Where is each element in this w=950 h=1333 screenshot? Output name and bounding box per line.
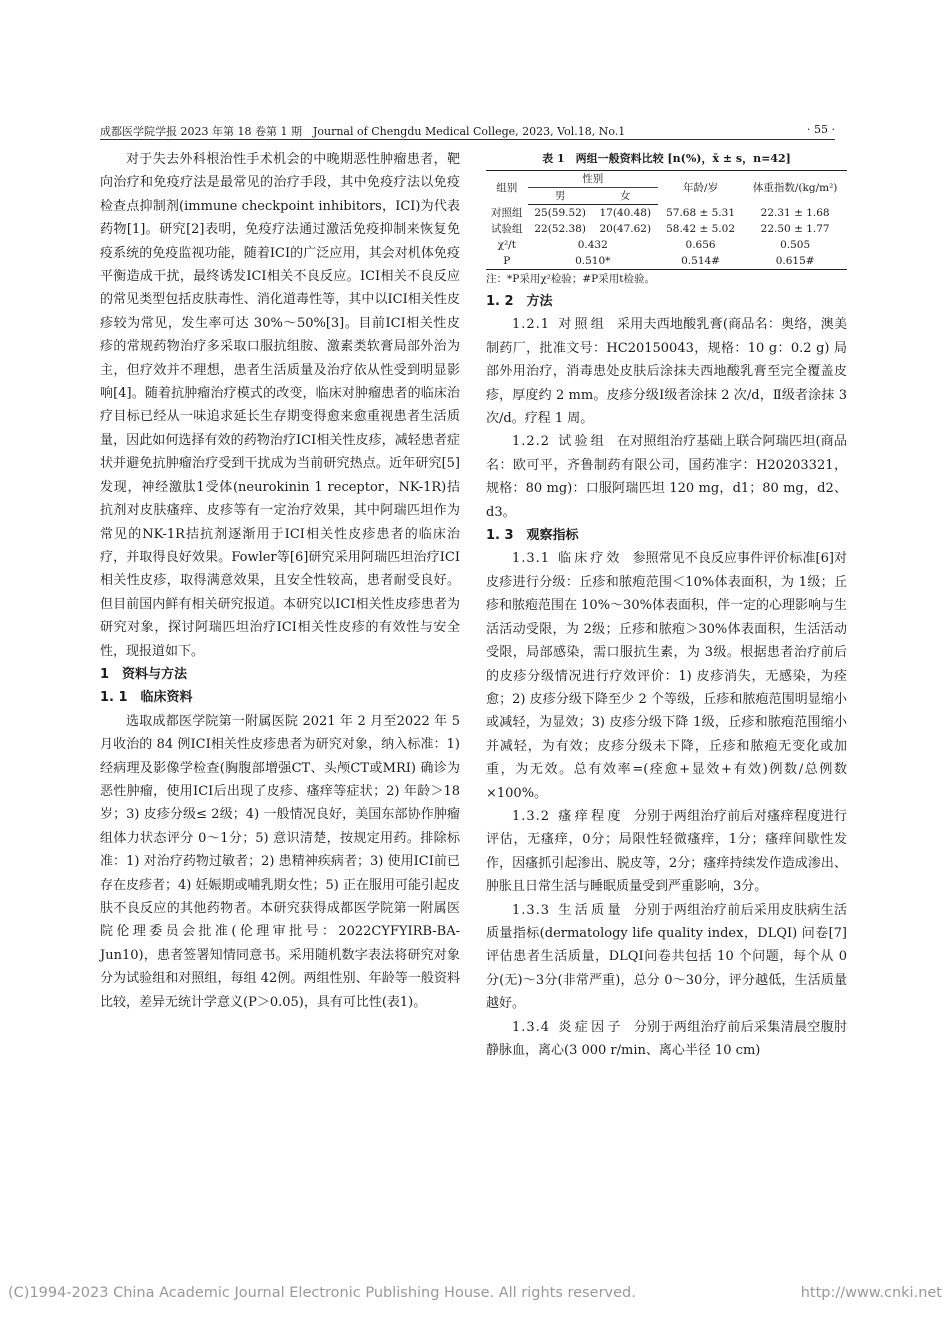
cell: 0.510*	[528, 253, 658, 270]
subsection-text: 在对照组治疗基础上联合阿瑞匹坦(商品名：欧可平，齐鲁制药有限公司，国药准字：H20203321，规格：80 mg)：口服阿瑞匹坦 120 mg，d1；80 mg，d2、d3。	[486, 434, 847, 520]
efficacy-paragraph	[486, 547, 847, 804]
right-column	[486, 148, 847, 1062]
cell: 22.50 ± 1.77	[760, 223, 830, 235]
subsection-title: 试验组	[558, 434, 607, 450]
th-sex: 性别	[528, 171, 658, 188]
copyright-footer	[8, 1285, 942, 1301]
subsection-text: 分别于两组治疗前后对瘙痒程度进行评估，无瘙痒，0分；局限性轻微瘙痒，1分；瘙痒间歇性发作，因瘙抓引起渗出、脱皮等，2分；瘙痒持续发作造成渗出、肿胀且日常生活与睡眠质量受到严重影响，3分。	[486, 808, 847, 895]
quality-of-life-paragraph	[486, 899, 847, 1016]
subsection-title: 瘙痒程度	[558, 808, 624, 824]
cnki-link[interactable]: http://www.cnki.net	[800, 1285, 942, 1301]
cell: 0.615#	[743, 253, 847, 270]
section-1-1-heading: 1. 1 临床资料	[100, 690, 193, 706]
pruritus-paragraph	[486, 805, 847, 899]
subsection-number: 1.3.4	[512, 1019, 551, 1035]
copyright-text: (C)1994-2023 China Academic Journal Electronic Publishing House. All rights reserved.	[8, 1285, 636, 1301]
left-column	[100, 148, 460, 1014]
inflammatory-factors-paragraph	[486, 1016, 847, 1063]
cell: 0.514#	[658, 253, 743, 270]
th-age: 年龄/岁	[658, 171, 743, 205]
cell: 对照组	[491, 206, 523, 219]
cell: 22(52.38)	[534, 223, 586, 235]
subsection-text: 参照常见不良反应事件评价标准[6]对皮疹进行分级：丘疹和脓疱范围＜10%体表面积，为 1级；丘疹和脓疱范围在 10%～30%体表面积，伴一定的心理影响与生活活动受限，为 2级；丘疹和脓疱＞30%体表面积，生活活动受限，局部感染，需口服抗生素，为 3级。根据患者治疗前后的皮疹分级情况进行疗效评价：1) 皮疹消失，无感染，为痊愈；2) 皮疹分级下降至少 2 个等级，丘疹和脓疱范围明显缩小或减轻，为显效；3) 皮疹分级下降 1级，丘疹和脓疱范围缩小并减轻，为有效；皮疹分级未下降，丘疹和脓疱无变化或加重，为无效。总有效率=(痊愈+显效+有效)例数/总例数×100%。	[486, 551, 847, 801]
table-row	[486, 253, 847, 270]
cell: 58.42 ± 5.02	[666, 223, 736, 235]
subsection-text: 分别于两组治疗前后采集清晨空腹肘静脉血，离心(3 000 r/min、离心半径 10 cm)	[486, 1019, 847, 1058]
subsection-number: 1.2.1	[512, 317, 551, 333]
subsection-title: 炎症因子	[558, 1019, 624, 1035]
cell: 22.31 ± 1.68	[760, 206, 830, 219]
cell: 0.505	[780, 239, 811, 251]
cell: 25(59.52)	[534, 207, 586, 219]
section-1-heading: 1 资料与方法	[100, 666, 188, 682]
cell: P	[486, 253, 528, 270]
subsection-title: 对照组	[558, 317, 607, 333]
cell: 试验组	[491, 223, 523, 235]
intro-paragraph: 对于失去外科根治性手术机会的中晚期恶性肿瘤患者，靶向治疗和免疫疗法是最常见的治疗手段，其中免疫疗法以免疫检查点抑制剂(immune checkpoint inhibitors，ICI)为代表药物[1]。研究[2]表明，免疫疗法通过激活免疫抑制来恢复免疫系统的免疫监视功能，随着ICI的广泛应用，其会对机体免疫平衡造成干扰，最终诱发ICI相关不良反应。ICI相关不良反应的常见类型包括皮肤毒性、消化道毒性等，其中以ICI相关性皮疹较为常见，发生率可达 30%～50%[3]。目前ICI相关性皮疹的常规药物治疗多采取口服抗组胺、激素类软膏局部外治为主，但疗效并不理想，患者生活质量及治疗依从性受到明显影响[4]。随着抗肿瘤治疗模式的改变，临床对肿瘤患者的临床治疗目标已经从一味追求延长生存期变得愈来愈重视患者生活质量，因此如何选择有效的药物治疗ICI相关性皮疹，减轻患者症状并避免抗肿瘤治疗受到干扰成为当前研究热点。近年研究[5]发现，神经激肽1受体(neurokinin 1 receptor，NK-1R)拮抗剂对皮肤瘙痒、皮疹等有一定治疗效果，其中阿瑞匹坦作为常见的NK-1R拮抗剂逐渐用于ICI相关性皮疹患者的临床治疗，并取得良好效果。Fowler等[6]研究采用阿瑞匹坦治疗ICI相关性皮疹，取得满意效果，且安全性较高，患者耐受良好。但目前国内鲜有相关研究报道。本研究以ICI相关性皮疹患者为研究对象，探讨阿瑞匹坦治疗ICI相关性皮疹的有效性与安全性，现报道如下。	[100, 152, 460, 659]
table-note: 注：*P采用χ²检验；#P采用t检验。	[486, 273, 655, 285]
section-1-3-heading: 1. 3 观察指标	[486, 528, 579, 544]
subsection-title: 临床疗效	[558, 551, 623, 567]
subsection-text: 采用夫西地酸乳膏(商品名：奥络，澳美制药厂，批准文号：HC20150043，规格：10 g：0.2 g) 局部外用治疗，消毒患处皮肤后涂抹夫西地酸乳膏至完全覆盖皮疹，厚度约 2 mm。皮疹分级Ⅰ级者涂抹 2 次/d，Ⅱ级者涂抹 3 次/d。疗程 1 周。	[486, 317, 847, 427]
subsection-number: 1.2.2	[512, 434, 551, 450]
cell: 57.68 ± 5.31	[666, 206, 736, 219]
subsection-number: 1.3.1	[512, 551, 551, 567]
cell: 0.656	[685, 239, 716, 251]
th-female: 女	[593, 188, 658, 205]
table-row	[486, 237, 847, 253]
subsection-number: 1.3.2	[512, 808, 551, 824]
running-header	[100, 122, 835, 140]
cell: χ²/t	[497, 239, 516, 251]
section-1-2-heading: 1. 2 方法	[486, 294, 553, 309]
table-caption: 表 1 两组一般资料比较 [n(%)，x̄ ± s，n=42]	[542, 152, 791, 165]
clinical-data-paragraph: 选取成都医学院第一附属医院 2021 年 2 月至2022 年 5 月收治的 84 例ICI相关性皮疹患者为研究对象，纳入标准：1) 经病理及影像学检查(胸腹部增强CT、头颅CT或MRI) 确诊为恶性肿瘤，使用ICI后出现了皮疹、瘙痒等症状；2) 年龄＞18岁；3) 皮疹分级≤ 2级；4) 一般情况良好，美国东部协作肿瘤组体力状态评分 0～1分；5) 意识清楚，按规定用药。排除标准：1) 对治疗药物过敏者；2) 患精神疾病者；3) 使用ICI前已存在皮疹者；4) 妊娠期或哺乳期女性；5) 正在服用可能引起皮肤不良反应的其他药物者。本研究获得成都医学院第一附属医院伦理委员会批准(伦理审批号：2022CYFYIRB-BA-Jun10)，患者签署知情同意书。采用随机数字表法将研究对象分为试验组和对照组，每组 42例。两组性别、年龄等一般资料比较，差异无统计学意义(P＞0.05)，具有可比性(表1)。	[100, 713, 460, 1010]
cell: 17(40.48)	[599, 207, 652, 219]
table-row	[486, 205, 847, 222]
th-male: 男	[528, 188, 593, 205]
th-bmi: 体重指数/(kg/m²)	[743, 171, 847, 205]
cell: 0.432	[577, 239, 608, 251]
subsection-title: 生活质量	[558, 902, 624, 918]
journal-header: 成都医学院学报 2023 年第 18 卷第 1 期 Journal of Chengdu Medical College, 2023, Vol.18, No.1	[100, 125, 626, 138]
subsection-number: 1.3.3	[512, 902, 551, 918]
table-row	[486, 221, 847, 237]
table-1	[486, 170, 847, 270]
th-group: 组别	[486, 171, 528, 205]
method-trial-paragraph	[486, 430, 847, 524]
method-control-paragraph	[486, 313, 847, 430]
page-number: · 55 ·	[807, 123, 835, 136]
cell: 20(47.62)	[599, 223, 652, 235]
subsection-text: 分别于两组治疗前后采用皮肤病生活质量指标(dermatology life quality index，DLQI) 问卷[7]评估患者生活质量，DLQI问卷共包括 10 个问题，每个从 0 分(无)～3分(非常严重)，总分 0～30分，评分越低，生活质量越好。	[486, 902, 847, 1012]
